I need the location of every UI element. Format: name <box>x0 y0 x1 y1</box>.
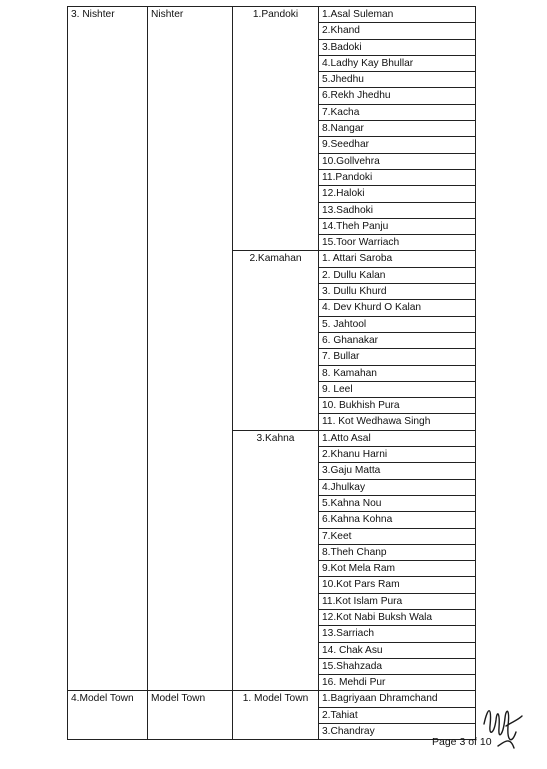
village-cell: 7. Bullar <box>319 349 476 365</box>
table-row <box>68 691 476 707</box>
village-cell: 5. Jahtool <box>319 316 476 332</box>
village-cell: 16. Mehdi Pur <box>319 675 476 691</box>
village-cell: 5.Kahna Nou <box>319 495 476 511</box>
page-number: Page 3 of 10 <box>432 736 492 748</box>
village-cell: 7.Keet <box>319 528 476 544</box>
village-cell: 5.Jhedhu <box>319 72 476 88</box>
village-cell: 11.Pandoki <box>319 169 476 185</box>
village-cell: 9. Leel <box>319 381 476 397</box>
village-cell: 1.Bagriyaan Dhramchand <box>319 691 476 707</box>
village-cell: 1.Atto Asal <box>319 430 476 446</box>
village-cell: 13.Sadhoki <box>319 202 476 218</box>
village-cell: 6.Kahna Kohna <box>319 512 476 528</box>
village-cell: 3.Badoki <box>319 39 476 55</box>
village-cell: 11.Kot Islam Pura <box>319 593 476 609</box>
village-cell: 10.Gollvehra <box>319 153 476 169</box>
village-cell: 6. Ghanakar <box>319 332 476 348</box>
name-cell: Model Town <box>148 691 233 740</box>
village-cell: 4.Ladhy Kay Bhullar <box>319 55 476 71</box>
village-cell: 15.Toor Warriach <box>319 235 476 251</box>
village-cell: 13.Sarriach <box>319 626 476 642</box>
village-cell: 3. Dullu Khurd <box>319 284 476 300</box>
village-cell: 2.Tahiat <box>319 707 476 723</box>
village-cell: 9.Seedhar <box>319 137 476 153</box>
village-cell: 2. Dullu Kalan <box>319 267 476 283</box>
name-cell: Nishter <box>148 7 233 691</box>
unit-cell: 2.Kamahan <box>233 251 319 430</box>
village-cell: 10.Kot Pars Ram <box>319 577 476 593</box>
unit-cell: 1. Model Town <box>233 691 319 740</box>
village-cell: 2.Khand <box>319 23 476 39</box>
village-cell: 2.Khanu Harni <box>319 447 476 463</box>
village-cell: 14.Theh Panju <box>319 218 476 234</box>
village-cell: 14. Chak Asu <box>319 642 476 658</box>
village-cell: 8.Nangar <box>319 121 476 137</box>
village-cell: 3.Chandray <box>319 724 476 740</box>
villages-table-body <box>68 7 476 740</box>
village-cell: 7.Kacha <box>319 104 476 120</box>
village-cell: 1. Attari Saroba <box>319 251 476 267</box>
village-cell: 4.Jhulkay <box>319 479 476 495</box>
village-cell: 12.Kot Nabi Buksh Wala <box>319 609 476 625</box>
tehsil-cell: 4.Model Town <box>68 691 148 740</box>
village-cell: 8. Kamahan <box>319 365 476 381</box>
villages-table <box>67 6 476 740</box>
village-cell: 10. Bukhish Pura <box>319 398 476 414</box>
village-cell: 4. Dev Khurd O Kalan <box>319 300 476 316</box>
village-cell: 3.Gaju Matta <box>319 463 476 479</box>
table-row <box>68 7 476 23</box>
village-cell: 12.Haloki <box>319 186 476 202</box>
unit-cell: 1.Pandoki <box>233 7 319 251</box>
village-cell: 8.Theh Chanp <box>319 544 476 560</box>
unit-cell: 3.Kahna <box>233 430 319 691</box>
signature-mark <box>478 696 526 756</box>
village-cell: 15.Shahzada <box>319 658 476 674</box>
tehsil-cell: 3. Nishter <box>68 7 148 691</box>
village-cell: 6.Rekh Jhedhu <box>319 88 476 104</box>
village-cell: 11. Kot Wedhawa Singh <box>319 414 476 430</box>
village-cell: 1.Asal Suleman <box>319 7 476 23</box>
village-cell: 9.Kot Mela Ram <box>319 561 476 577</box>
